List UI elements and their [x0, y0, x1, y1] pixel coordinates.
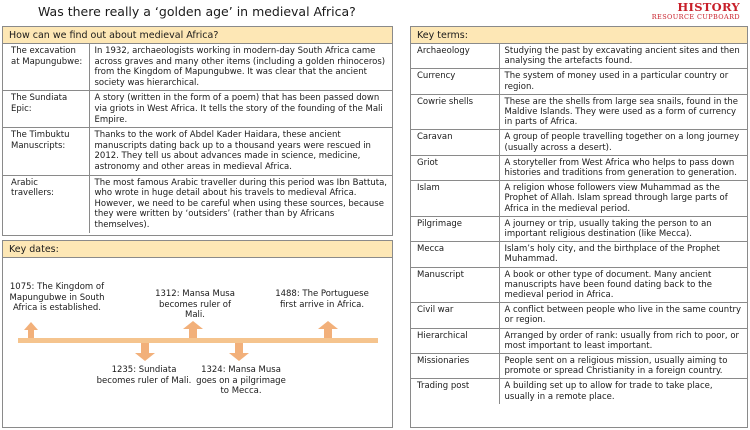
sources-panel — [2, 26, 393, 236]
down-arrow-icon — [135, 343, 155, 361]
table-row — [411, 328, 747, 353]
brand-main-text: HISTORY — [677, 0, 740, 14]
term-word: Civil war — [411, 303, 499, 328]
term-definition: Arranged by order of rank: usually from rich to poor, or most important to least important. — [499, 328, 747, 353]
table-row — [411, 181, 747, 217]
source-description: The most famous Arabic traveller during this period was Ibn Battuta, who wrote in huge detail about his travels to medieval Africa. However, we need to be careful when using these sources, because they were written by ‘outsiders’ (rather than by Africans themselves). — [94, 177, 387, 230]
key-terms-header: Key terms: — [411, 27, 747, 44]
table-row — [3, 91, 392, 128]
source-description: A story (written in the form of a poem) that has been passed down via griots in West Africa. It tells the story of the founding of the Mali Empire. — [89, 91, 392, 128]
page-title: Was there really a ‘golden age’ in medieval Africa? — [38, 4, 356, 19]
term-definition: A journey or trip, usually taking the person to an important religious destination (like Mecca). — [499, 216, 747, 241]
table-row — [3, 44, 392, 91]
date-label-1075: 1075: The Kingdom of Mapungubwe in South Africa is established. — [9, 282, 105, 313]
term-definition: A building set up to allow for trade to take place, usually in a remote place. — [504, 381, 713, 402]
source-term: The excavation at Mapungubwe: — [3, 44, 89, 91]
sources-table — [3, 44, 392, 233]
sources-header: How can we find out about medieval Africa? — [3, 27, 392, 44]
source-term: Arabic travellers: — [3, 175, 89, 232]
table-row — [3, 128, 392, 175]
timeline-bar — [18, 338, 378, 343]
table-row — [411, 354, 747, 379]
up-arrow-icon — [24, 322, 38, 338]
dates-header: Key dates: — [3, 241, 392, 258]
table-row — [411, 303, 747, 328]
term-definition: These are the shells from large sea snails, found in the Maldive Islands. They were used as a form of currency in parts of Africa. — [499, 94, 747, 130]
table-row — [411, 155, 747, 180]
term-definition: A group of people travelling together on a long journey (usually across a desert). — [499, 130, 747, 155]
term-word: Currency — [411, 69, 499, 94]
term-word: Missionaries — [411, 354, 499, 379]
up-arrow-icon — [318, 321, 338, 338]
date-label-1488: 1488: The Portuguese first arrive in Africa. — [275, 289, 369, 310]
term-word: Griot — [411, 155, 499, 180]
source-description: Thanks to the work of Abdel Kader Haidara, these ancient manuscripts dating back up to a thousand years were rescued in 2012. They tell us about advances made in science, medicine, astronomy and other areas in medieval Africa. — [89, 128, 392, 175]
table-row — [411, 267, 747, 303]
table-row — [411, 130, 747, 155]
term-definition: A conflict between people who live in the same country or region. — [499, 303, 747, 328]
term-word: Trading post — [411, 379, 499, 404]
source-term: The Sundiata Epic: — [3, 91, 89, 128]
term-word: Cowrie shells — [411, 94, 499, 130]
term-definition: Studying the past by excavating ancient sites and then analysing the artefacts found. — [499, 44, 747, 69]
term-word: Mecca — [411, 242, 499, 267]
source-description: In 1932, archaeologists working in modern-day South Africa came across graves and many other items (including a golden rhinoceros) from the Kingdom of Mapungubwe. It was clear that the ancient society was hierarchical. — [89, 44, 392, 91]
term-definition: Islam’s holy city, and the birthplace of the Prophet Muhammad. — [499, 242, 747, 267]
term-word: Hierarchical — [411, 328, 499, 353]
up-arrow-icon — [183, 321, 203, 338]
dates-panel — [2, 240, 393, 428]
table-row — [411, 216, 747, 241]
brand-sub-text: RESOURCE CUPBOARD — [651, 13, 740, 21]
table-row — [3, 175, 392, 232]
term-definition: A storyteller from West Africa who helps to pass down histories and traditions from generation to generation. — [499, 155, 747, 180]
date-label-1312: 1312: Mansa Musa becomes ruler of Mali. — [155, 289, 235, 320]
table-row — [411, 69, 747, 94]
table-row — [411, 44, 747, 69]
term-definition: A book or other type of document. Many ancient manuscripts have been found dating back to the medieval period in Africa. — [499, 267, 747, 303]
term-word: Manuscript — [411, 267, 499, 303]
key-terms-panel — [410, 26, 748, 428]
term-definition: The system of money used in a particular country or region. — [499, 69, 747, 94]
table-row — [411, 242, 747, 267]
date-label-1235: 1235: Sundiata becomes ruler of Mali. — [96, 365, 192, 386]
term-word: Pilgrimage — [411, 216, 499, 241]
key-terms-table — [411, 44, 747, 404]
source-term: The Timbuktu Manuscripts: — [3, 128, 89, 175]
term-word: Caravan — [411, 130, 499, 155]
term-word: Archaeology — [411, 44, 499, 69]
term-definition: A religion whose followers view Muhammad as the Prophet of Allah. Islam spread through large parts of Africa in the medieval period. — [499, 181, 747, 217]
table-row — [411, 379, 747, 404]
down-arrow-icon — [229, 343, 249, 361]
table-row — [411, 94, 747, 130]
date-label-1324: 1324: Mansa Musa goes on a pilgrimage to Mecca. — [196, 365, 286, 396]
term-definition: People sent on a religious mission, usually aiming to promote or spread Christianity in a foreign country. — [499, 354, 747, 379]
term-word: Islam — [411, 181, 499, 217]
brand-logo — [652, 1, 740, 21]
